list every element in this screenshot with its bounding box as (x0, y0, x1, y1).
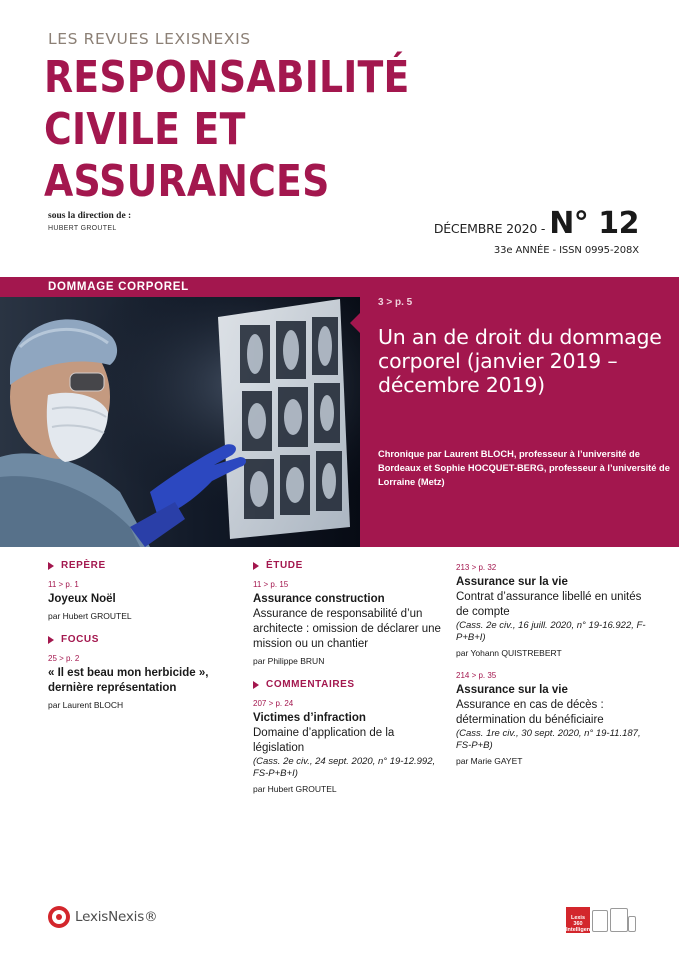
feature-pointer (350, 313, 360, 333)
article-author: par Yohann QUISTREBERT (456, 648, 562, 658)
feature-panel (360, 277, 679, 547)
issue-date: DÉCEMBRE 2020 - (433, 221, 546, 236)
digital-access-badges (566, 907, 636, 933)
article-author: par Philippe BRUN (253, 656, 325, 666)
rubric-repere (48, 560, 238, 571)
article-citation: (Cass. 1re civ., 30 sept. 2020, n° 19-11.187, FS-P+B) (456, 728, 641, 751)
ereader-icon (610, 908, 628, 932)
journal-title-line-3: ASSURANCES (44, 156, 330, 207)
journal-title-line-2: CIVILE ET (44, 104, 246, 155)
journal-title (44, 52, 410, 208)
column-2 (253, 560, 443, 807)
rubric-focus (48, 634, 238, 645)
rubric-commentaires (253, 679, 443, 690)
rubric-label: REPÈRE (61, 560, 106, 571)
feature-band (0, 277, 679, 547)
article-citation: (Cass. 2e civ., 24 sept. 2020, n° 19-12.992, FS-P+B+I) (253, 756, 436, 779)
article-subtitle: Assurance de responsabilité d’un architecte : omission de déclarer une mission ou un chantier (253, 608, 441, 650)
article-entry (253, 580, 443, 666)
issue-info (434, 206, 639, 241)
year-issn: 33e ANNÉE - ISSN 0995-208X (493, 245, 639, 256)
article-subtitle: Domaine d’application de la législation (253, 727, 395, 754)
article-author: par Hubert GROUTEL (253, 784, 337, 794)
article-entry (48, 654, 238, 710)
article-title: « Il est beau mon herbicide », dernière représentation (48, 667, 209, 694)
journal-title-line-1: RESPONSABILITÉ (44, 52, 410, 103)
page-ref: 213 > p. 32 (456, 563, 497, 572)
tablet-icon (592, 910, 608, 932)
series-name: LES REVUES LEXISNEXIS (48, 30, 251, 48)
article-subtitle: Assurance en cas de décès : détermination du bénéficiaire (456, 699, 604, 726)
article-author: par Marie GAYET (456, 756, 523, 766)
lexis-360-badge-icon: Lexis 360 Intelligence (566, 907, 590, 933)
column-1 (48, 560, 238, 723)
publisher-logo (48, 906, 157, 928)
phone-icon (628, 916, 636, 932)
section-tab: DOMMAGE CORPOREL (0, 277, 360, 297)
publisher-name: LexisNexis® (75, 909, 158, 925)
issue-number: N° 12 (549, 206, 639, 241)
article-title: Victimes d’infraction (253, 712, 366, 724)
article-subtitle: Contrat d’assurance libellé en unités de compte (456, 591, 642, 618)
article-title: Assurance sur la vie (456, 684, 568, 696)
article-title: Assurance sur la vie (456, 576, 568, 588)
article-entry (48, 580, 238, 621)
page-ref: 214 > p. 35 (456, 671, 497, 680)
lexisnexis-logo-icon (48, 906, 70, 928)
feature-authors: Chronique par Laurent BLOCH, professeur à l’université de Bordeaux et Sophie HOCQUET-BERG, professeur à l’université de Lorraine (Metz) (378, 449, 670, 487)
article-citation: (Cass. 2e civ., 16 juill. 2020, n° 19-16.922, F-P+B+I) (456, 620, 646, 643)
feature-page-ref: 3 > p. 5 (378, 297, 413, 308)
article-title: Assurance construction (253, 593, 385, 605)
article-entry (253, 699, 443, 794)
triangle-icon (48, 562, 54, 570)
article-entry (456, 671, 656, 766)
page-ref: 11 > p. 1 (48, 580, 79, 589)
article-author: par Laurent BLOCH (48, 700, 124, 710)
page-ref: 25 > p. 2 (48, 654, 80, 663)
article-author: par Hubert GROUTEL (48, 611, 132, 621)
triangle-icon (48, 636, 54, 644)
column-3 (456, 563, 656, 779)
page-ref: 207 > p. 24 (253, 699, 294, 708)
rubric-label: FOCUS (61, 634, 99, 645)
page-ref: 11 > p. 15 (253, 580, 289, 589)
director-name: HUBERT GROUTEL (48, 225, 117, 232)
article-entry (456, 563, 656, 658)
article-title: Joyeux Noël (48, 593, 116, 605)
rubric-label: COMMENTAIRES (266, 679, 355, 690)
feature-photo (0, 277, 360, 547)
feature-title: Un an de droit du dommage corporel (janvier 2019 – décembre 2019) (378, 325, 662, 397)
surgeon-xray-image (0, 277, 360, 547)
rubric-etude (253, 560, 443, 571)
direction-label: sous la direction de : (48, 211, 132, 221)
triangle-icon (253, 562, 259, 570)
triangle-icon (253, 681, 259, 689)
rubric-label: ÉTUDE (266, 560, 303, 571)
